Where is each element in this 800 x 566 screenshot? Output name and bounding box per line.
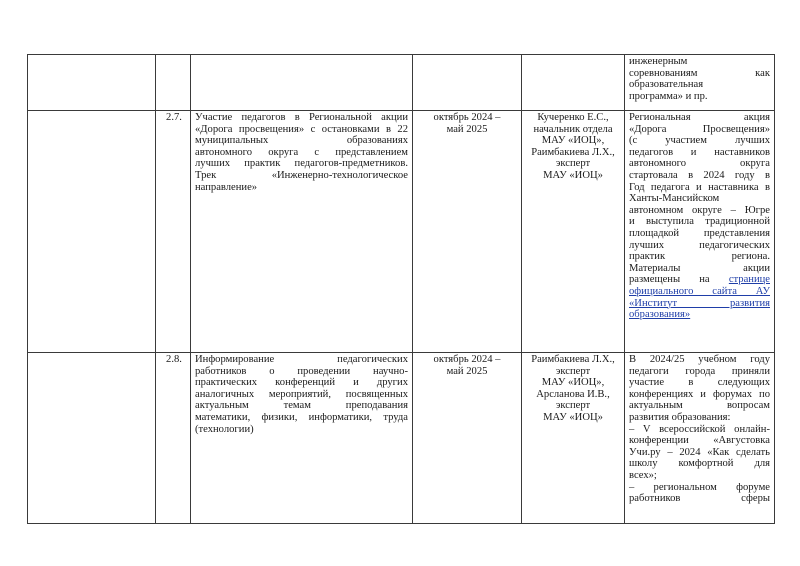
period-line: октябрь 2024 – — [433, 112, 501, 123]
responsible-line: эксперт — [555, 365, 591, 377]
result-line: – V всероссийской онлайн- — [629, 423, 770, 435]
institute-page-link[interactable]: «Институт развития — [629, 297, 770, 309]
result-text: размещены на — [629, 274, 710, 286]
result-line: конференции «Августовка — [629, 435, 770, 447]
result-line: образовательная — [629, 79, 704, 91]
result-cell — [625, 111, 775, 353]
result-line: соревнованиям как — [629, 67, 770, 79]
result-line: (с участием лучших — [629, 135, 770, 147]
responsible-line: начальник отдела — [533, 123, 613, 135]
number-cell: 2.8. — [156, 353, 191, 524]
activity-line: математики, физики, информатики, труда — [195, 411, 408, 423]
institute-page-link[interactable]: официального сайта АУ — [629, 285, 770, 297]
result-line: и выступила традиционной — [629, 216, 770, 228]
activity-line: работников о проведении научно- — [195, 365, 408, 377]
result-line: Материалы акции — [629, 262, 770, 274]
activity-line: Информирование педагогических — [195, 354, 408, 365]
institute-page-link[interactable]: образования» — [629, 309, 691, 321]
section-cell — [28, 111, 156, 353]
responsible-line: МАУ «ИОЦ», — [541, 377, 605, 389]
period-cell — [413, 353, 522, 524]
number-cell: 2.7. — [156, 111, 191, 353]
result-cell — [625, 353, 775, 524]
activity-line: аналогичных мероприятий, посвященных — [195, 388, 408, 400]
responsible-line: Раимбакиева Л.Х., — [531, 146, 615, 158]
number-cell — [156, 55, 191, 111]
result-line: педагоги города приняли — [629, 365, 770, 377]
result-line-with-link — [629, 274, 770, 286]
responsible-line: Арсланова И.В., — [536, 388, 610, 400]
period-line: май 2025 — [446, 123, 488, 135]
result-line: развития образования: — [629, 411, 731, 423]
result-line: программа» и пр. — [629, 90, 708, 102]
result-line: инженерным — [629, 56, 688, 67]
activity-line: лучших практик педагогов-предметников. — [195, 158, 408, 170]
period-cell — [413, 111, 522, 353]
result-line: участие в следующих — [629, 377, 770, 389]
responsible-line: эксперт — [555, 158, 591, 170]
result-line: площадкой представления — [629, 227, 770, 239]
activity-line: актуальным темам преподавания — [195, 400, 408, 412]
result-line: стартовала в 2024 году в — [629, 169, 770, 181]
result-cell — [625, 55, 775, 111]
activity-cell — [191, 55, 413, 111]
result-line: актуальным вопросам — [629, 400, 770, 412]
institute-page-link[interactable]: страницe — [728, 274, 770, 286]
result-line: Год педагога и наставника в — [629, 181, 770, 193]
activity-cell — [191, 353, 413, 524]
result-line: Региональная акция — [629, 112, 770, 123]
result-line: Учи.ру – 2024 «Как сделать — [629, 446, 770, 458]
result-line: конференциях и форумах по — [629, 388, 770, 400]
responsible-cell — [522, 55, 625, 111]
result-line: «Дорога Просвещения» — [629, 123, 770, 135]
result-line: автономном округе – Югре — [629, 204, 770, 216]
activity-line: «Дорога просвещения» с остановками в 22 — [195, 123, 408, 135]
result-line: лучших педагогических — [629, 239, 770, 251]
responsible-cell — [522, 111, 625, 353]
table-row-2-8 — [28, 353, 775, 524]
result-line: В 2024/25 учебном году — [629, 354, 770, 365]
responsible-line: МАУ «ИОЦ», — [541, 135, 605, 147]
activity-line: направление» — [195, 181, 258, 193]
responsible-cell — [522, 353, 625, 524]
activity-cell — [191, 111, 413, 353]
result-line: практик региона. — [629, 251, 770, 263]
result-line: работников сферы — [629, 493, 770, 505]
responsible-line: Раимбакиева Л.Х., — [531, 354, 615, 365]
result-line: Ханты-Мансийском — [629, 193, 720, 205]
activity-line: Трек «Инженерно-технологическое — [195, 169, 408, 181]
activity-line: муниципальных образованиях — [195, 135, 408, 147]
responsible-line: МАУ «ИОЦ» — [543, 169, 603, 181]
table-row-continuation — [28, 55, 775, 111]
period-line: май 2025 — [446, 365, 488, 377]
activity-line: (технологии) — [195, 423, 254, 435]
period-cell — [413, 55, 522, 111]
activity-line: автономного округа с представлением — [195, 146, 408, 158]
result-line: педагогов и наставников — [629, 146, 770, 158]
result-line: – региональном форуме — [629, 481, 770, 493]
period-line: октябрь 2024 – — [433, 354, 501, 365]
responsible-line: эксперт — [555, 400, 591, 412]
section-cell — [28, 353, 156, 524]
table-row-2-7 — [28, 111, 775, 353]
section-cell — [28, 55, 156, 111]
activity-line: Участие педагогов в Региональной акции — [195, 112, 408, 123]
result-line: всех»; — [629, 469, 657, 481]
result-line: школу комфортной для — [629, 458, 770, 470]
responsible-line: МАУ «ИОЦ» — [543, 411, 603, 423]
responsible-line: Кучеренко Е.С., — [537, 112, 609, 123]
activity-line: практических конференций и других — [195, 377, 408, 389]
result-line: автономного округа — [629, 158, 770, 170]
activity-plan-table — [27, 54, 775, 524]
